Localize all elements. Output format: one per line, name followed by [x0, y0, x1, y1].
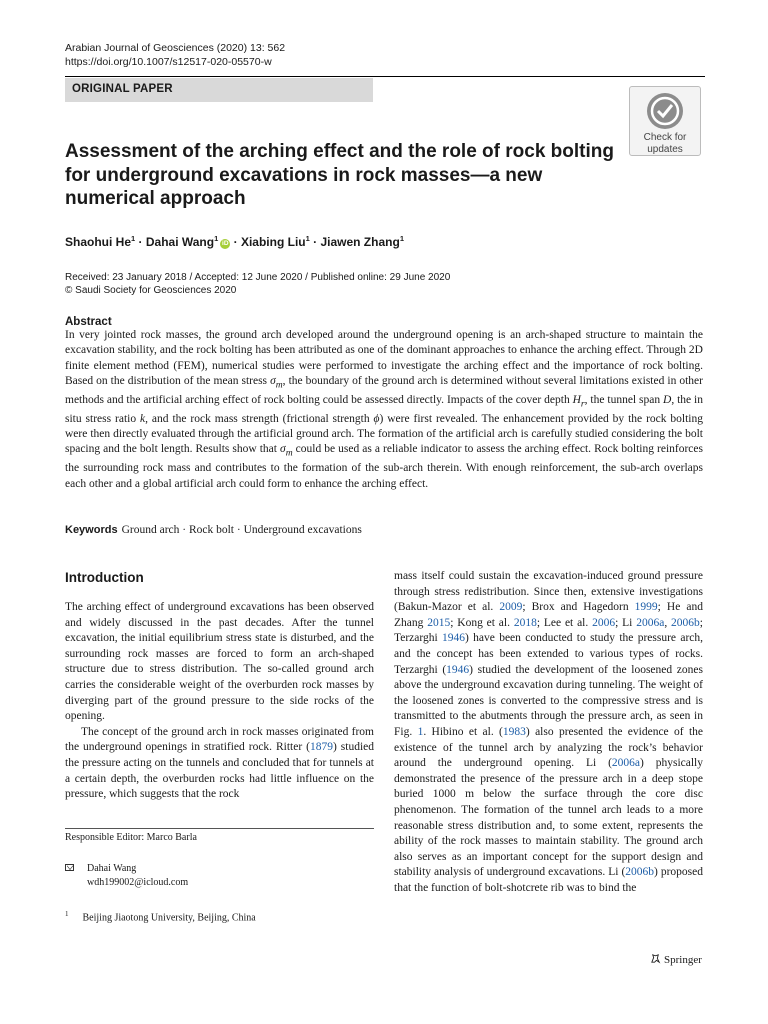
paper-type-label: ORIGINAL PAPER: [65, 78, 373, 102]
citation-link[interactable]: 2006a: [636, 616, 665, 629]
math-symbol: m: [285, 447, 293, 459]
dates-line: Received: 23 January 2018 / Accepted: 12 June 2020 / Published online: 29 June 2020: [65, 272, 451, 283]
abstract-text: , the boundary of the ground arch is determined without several limitations existed in other methods and the artificial arching effect of rock bolting could be assessed directly. Impacts of the cover depth: [65, 375, 703, 406]
left-column: [65, 600, 374, 803]
author-affiliation: 1: [305, 234, 310, 243]
paper-title: Assessment of the arching effect and the role of rock bolting for underground excavations in rock masses—a new numerical approach: [65, 141, 614, 209]
abstract-text: , and the rock mass strength (frictional strength: [145, 412, 374, 425]
author-affiliation: 1: [399, 234, 404, 243]
publisher-name: Springer: [664, 954, 702, 966]
citation-link[interactable]: 1879: [309, 741, 333, 754]
citation-link[interactable]: 2018: [513, 616, 537, 629]
citation-link[interactable]: 2009: [499, 601, 523, 614]
math-symbol: ϕ: [373, 412, 380, 425]
author-name[interactable]: Xiabing Liu: [240, 235, 306, 249]
text-span: ,: [664, 616, 672, 629]
badge-line-2: updates: [647, 144, 683, 155]
author-name[interactable]: Dahai Wang: [145, 235, 215, 249]
abstract-body: [65, 328, 703, 492]
text-span: ) also presented the evidence of the existence of the tunnel arch by analyzing the rock’s behavior around the underground opening. Li (: [394, 725, 703, 770]
check-for-updates-icon: [645, 91, 685, 131]
math-symbol: D: [663, 393, 672, 406]
journal-header: [65, 41, 285, 69]
footnote-rule: [65, 828, 374, 829]
author-affiliation: 1: [214, 234, 219, 243]
author-separator: ·: [230, 235, 241, 249]
text-span: ; Kong et al.: [450, 616, 514, 629]
introduction-heading: Introduction: [65, 570, 144, 585]
citation-link[interactable]: 1999: [634, 601, 658, 614]
text-span: ; Terzarghi: [394, 616, 703, 645]
check-for-updates-badge[interactable]: [629, 86, 701, 156]
citation-link[interactable]: 2006: [592, 616, 616, 629]
text-span: ; Lee et al.: [536, 616, 593, 629]
keywords: [65, 523, 362, 538]
contact-name: Dahai Wang: [87, 863, 137, 874]
publication-dates: [65, 271, 450, 297]
figure-link[interactable]: 1: [417, 725, 424, 738]
badge-line-1: Check for: [643, 132, 687, 143]
keywords-label: Keywords: [65, 524, 118, 536]
affiliation-text: Beijing Jiaotong University, Beijing, China: [82, 912, 256, 924]
copyright-line: © Saudi Society for Geosciences 2020: [65, 285, 237, 296]
publisher-logo: [650, 953, 702, 966]
citation-link[interactable]: 1983: [502, 725, 526, 738]
citation-link[interactable]: 1946: [446, 663, 470, 676]
citation-link[interactable]: 2006a: [611, 757, 641, 770]
journal-citation: Arabian Journal of Geosciences (2020) 13: 562: [65, 42, 286, 54]
text-span: ; Li: [615, 616, 637, 629]
text-span: mass itself could sustain the excavation-induced ground pressure through stress redistribution. Since then, extensive investigations (Bakun-Mazor et al.: [394, 570, 703, 614]
text-span: ; He and Zhang: [394, 601, 703, 629]
author-affiliation: 1: [131, 234, 136, 243]
doi-link[interactable]: https://doi.org/10.1007/s12517-020-05570-w: [65, 56, 272, 68]
paragraph: [65, 725, 374, 803]
text-span: The concept of the ground arch in rock masses originated from the underground openings in stratified rock. Ritter (: [65, 725, 374, 754]
text-span: ) studied the pressure acting on the tunnels and concluded that for tunnels at a certain depth, the overburden rocks had little influence on the pressure, which suggests that the rock: [65, 741, 374, 801]
text-span: ) have been conducted to study the pressure arch, and the concept has been extended to various types of rocks. Terzarghi (: [394, 632, 703, 676]
abstract-text: In very jointed rock masses, the ground arch developed around the underground opening is an arch-shaped structure to maintain the excavation stability, and the rock bolting has been attributed as one of the dominant approaches to enhance the arching effect. Through 2D finite element method (FEM), numerical studies were performed to investigate the arching effect and the importance of rock bolting. Based on the distribution of the mean stress: [65, 329, 703, 388]
abstract-text: ) were first revealed. The enhancement provided by the rock bolting were then directly evaluated through the artificial ground arch. The formation of the artificial arch is carefully studied considering the bolt spacing and the bolt length. Results show that: [65, 412, 704, 456]
math-symbol: σ: [280, 443, 286, 456]
author-name[interactable]: Jiawen Zhang: [320, 235, 400, 249]
citation-link[interactable]: 1946: [442, 632, 466, 645]
contact-email[interactable]: wdh199002@icloud.com: [87, 877, 189, 888]
math-symbol: r: [580, 398, 585, 410]
text-span: ) physically demonstrated the presence of the pressure arch in a deep stope buried 1000 m below the surface through the core disc phenomenon. The formation of the tunnel arch leads to a more reasonable stress distribution and, to some extent, represents the ability of the rock masses to maintain stability. The ground arch also serves as an important concept for the support design and stability analysis of underground excavations. Li (: [394, 757, 703, 879]
author-separator: ·: [135, 235, 146, 249]
math-symbol: H: [572, 393, 581, 406]
paragraph: The arching effect of underground excavations has been observed and widely discussed in the past decades. After the tunnel excavation, the initial equilibrium stress state is disturbed, and the surrounding rock masses are forced to form an arch-shaped structure due to stress distribution. The so-called ground arch carries the considerable weight of the overburden rock masses by diverging part of the ground pressure to the side rocks of the opening.: [65, 601, 374, 723]
math-symbol: k: [140, 412, 146, 425]
citation-link[interactable]: 2015: [427, 616, 451, 629]
text-span: ; Brox and Hagedorn: [522, 601, 635, 614]
abstract-heading: Abstract: [65, 316, 112, 328]
math-symbol: m: [275, 379, 283, 391]
paragraph: [394, 569, 703, 896]
author-name[interactable]: Shaohui He: [65, 235, 132, 249]
text-span: . Hibino et al. (: [423, 725, 503, 738]
orcid-icon[interactable]: iD: [222, 240, 229, 247]
springer-horse-icon: [650, 953, 661, 964]
author-list: [65, 231, 404, 250]
abstract-text: , the in situ stress ratio: [65, 393, 703, 425]
author-separator: ·: [309, 235, 321, 249]
keywords-list: Ground arch · Rock bolt · Underground excavations: [121, 524, 362, 536]
responsible-editor: Responsible Editor: Marco Barla: [65, 832, 197, 843]
affiliation: [65, 910, 256, 923]
corresponding-author: [65, 862, 188, 890]
text-span: ) studied the development of the loosened zones above the underground excavation during tunneling. The weight of the loosened zones is converted to the compressive stress and is transmitted to the abutments through the pressure arch, as seen in Fig.: [394, 663, 703, 738]
affiliation-number: 1: [65, 910, 69, 918]
abstract-text: , the tunnel span: [584, 393, 663, 406]
mail-icon: [65, 864, 74, 871]
citation-link[interactable]: 2006b: [671, 616, 700, 629]
header-rule: [65, 76, 705, 77]
right-column: [394, 569, 703, 896]
math-symbol: σ: [270, 375, 276, 388]
citation-link[interactable]: 2006b: [625, 866, 655, 879]
text-span: ) proposed that the function of bolt-shotcrete rib was to bind the: [394, 866, 703, 894]
abstract-text: could be used as a reliable indicator to assess the arching effect. Rock bolting reinforces the surrounding rock mass and contributes to the formation of the sub-arch therein. With enough reinforcement, the sub-arch overlaps each other and a global artificial arch could form to enhance the arching effect.: [65, 443, 703, 490]
